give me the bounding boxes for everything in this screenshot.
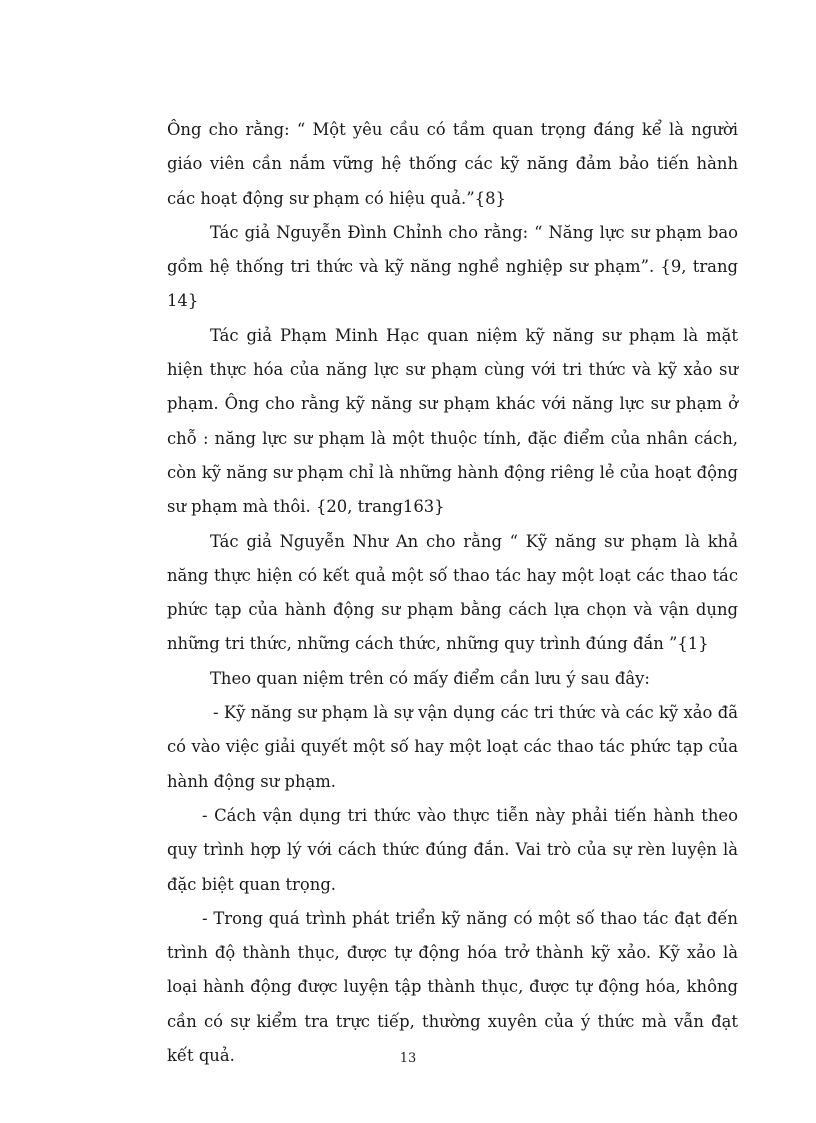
paragraph-continuation: Ông cho rằng: “ Một yêu cầu có tầm quan trọng đáng kể là người giáo viên cần nắm vững hệ thống các kỹ năng đảm bảo tiến hành các hoạt động sư phạm có hiệu quả.”{8} — [167, 120, 738, 208]
paragraph-nguyen-dinh-chinh: Tác giả Nguyễn Đình Chỉnh cho rằng: “ Năng lực sư phạm bao gồm hệ thống tri thức và kỹ năng nghề nghiệp sư phạm”. {9, trang 14} — [167, 222, 738, 311]
page-number: 13 — [399, 1051, 417, 1066]
document-body — [167, 113, 738, 1073]
paragraph-nguyen-nhu-an: Tác giả Nguyễn Như An cho rằng “ Kỹ năng sư phạm là khả năng thực hiện có kết quả một số thao tác hay một loạt các thao tác phức tạp của hành động sư phạm bằng cách lựa chọn và vận dụng những tri thức, những cách thức, những quy trình đúng đắn ”{1} — [167, 531, 738, 654]
paragraph-notes-intro: Theo quan niệm trên có mấy điểm cần lưu ý sau đây: — [210, 668, 650, 688]
list-item-dash-1: - Kỹ năng sư phạm là sự vận dụng các tri thức và các kỹ xảo đã có vào việc giải quyết một số hay một loạt các thao tác phức tạp của hành động sư phạm. — [167, 703, 738, 791]
paragraph-pham-minh-hac: Tác giả Phạm Minh Hạc quan niệm kỹ năng sư phạm là mặt hiện thực hóa của năng lực sư phạm cùng với tri thức và kỹ xảo sư phạm. Ông cho rằng kỹ năng sư phạm khác với năng lực sư phạm ở chỗ : năng lực sư phạm là một thuộc tính, đặc điểm của nhân cách, còn kỹ năng sư phạm chỉ là những hành động riêng lẻ của hoạt động sư phạm mà thôi. {20, trang163} — [167, 325, 738, 517]
list-item-dash-3: - Trong quá trình phát triển kỹ năng có một số thao tác đạt đến trình độ thành thục, được tự động hóa trở thành kỹ xảo. Kỹ xảo là loại hành động được luyện tập thành thục, được tự động hóa, không cần có sự kiểm tra trực tiếp, thường xuyên của ý thức mà vẫn đạt kết quả. — [167, 908, 738, 1066]
list-item-dash-2: - Cách vận dụng tri thức vào thực tiễn này phải tiến hành theo quy trình hợp lý với cách thức đúng đắn. Vai trò của sự rèn luyện là đặc biệt quan trọng. — [167, 805, 738, 894]
